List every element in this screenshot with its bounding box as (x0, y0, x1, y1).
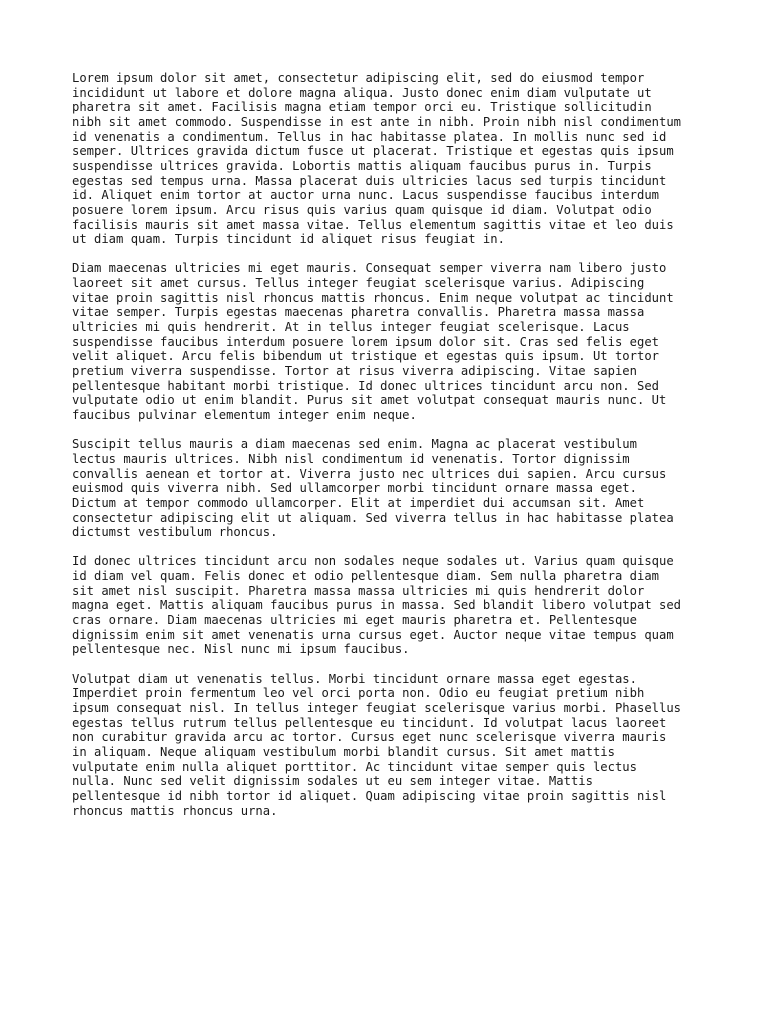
paragraph-4: Id donec ultrices tincidunt arcu non sodales neque sodales ut. Varius quam quisque id diam vel quam. Felis donec et odio pellentesque diam. Sem nulla pharetra diam sit amet nisl suscipit. Pharetra massa massa ultricies mi quis hendrerit dolor magna eget. Mattis aliquam faucibus purus in massa. Sed blandit libero volutpat sed cras ornare. Diam maecenas ultricies mi eget mauris pharetra et. Pellentesque dignissim enim sit amet venenatis urna cursus eget. Auctor neque vitae tempus quam pellentesque nec. Nisl nunc mi ipsum faucibus. (72, 554, 682, 657)
paragraph-1: Lorem ipsum dolor sit amet, consectetur adipiscing elit, sed do eiusmod tempor incididunt ut labore et dolore magna aliqua. Justo donec enim diam vulputate ut pharetra sit amet. Facilisis magna etiam tempor orci eu. Tristique sollicitudin nibh sit amet commodo. Suspendisse in est ante in nibh. Proin nibh nisl condimentum id venenatis a condimentum. Tellus in hac habitasse platea. In mollis nunc sed id semper. Ultrices gravida dictum fusce ut placerat. Tristique et egestas quis ipsum suspendisse ultrices gravida. Lobortis mattis aliquam faucibus purus in. Turpis egestas sed tempus urna. Massa placerat duis ultricies lacus sed turpis tincidunt id. Aliquet enim tortor at auctor urna nunc. Lacus suspendisse faucibus interdum posuere lorem ipsum. Arcu risus quis varius quam quisque id diam. Volutpat odio facilisis mauris sit amet massa vitae. Tellus elementum sagittis vitae et leo duis ut diam quam. Turpis tincidunt id aliquet risus feugiat in. (72, 71, 682, 247)
document-body (72, 71, 722, 833)
paragraph-5: Volutpat diam ut venenatis tellus. Morbi tincidunt ornare massa eget egestas. Imperdiet proin fermentum leo vel orci porta non. Odio eu feugiat pretium nibh ipsum consequat nisl. In tellus integer feugiat scelerisque varius morbi. Phasellus egestas tellus rutrum tellus pellentesque eu tincidunt. Id volutpat lacus laoreet non curabitur gravida arcu ac tortor. Cursus eget nunc scelerisque viverra mauris in aliquam. Neque aliquam vestibulum morbi blandit cursus. Sit amet mattis vulputate enim nulla aliquet porttitor. Ac tincidunt vitae semper quis lectus nulla. Nunc sed velit dignissim sodales ut eu sem integer vitae. Mattis pellentesque id nibh tortor id aliquet. Quam adipiscing vitae proin sagittis nisl rhoncus mattis rhoncus urna. (72, 671, 682, 818)
paragraph-2: Diam maecenas ultricies mi eget mauris. Consequat semper viverra nam libero justo laoreet sit amet cursus. Tellus integer feugiat scelerisque varius. Adipiscing vitae proin sagittis nisl rhoncus mattis rhoncus. Enim neque volutpat ac tincidunt vitae semper. Turpis egestas maecenas pharetra convallis. Pharetra massa massa ultricies mi quis hendrerit. At in tellus integer feugiat scelerisque. Lacus suspendisse faucibus interdum posuere lorem ipsum dolor sit. Cras sed felis eget velit aliquet. Arcu felis bibendum ut tristique et egestas quis ipsum. Ut tortor pretium viverra suspendisse. Tortor at risus viverra adipiscing. Vitae sapien pellentesque habitant morbi tristique. Id donec ultrices tincidunt arcu non. Sed vulputate odio ut enim blandit. Purus sit amet volutpat consequat mauris nunc. Ut faucibus pulvinar elementum integer enim neque. (72, 261, 674, 423)
paragraph-3: Suscipit tellus mauris a diam maecenas sed enim. Magna ac placerat vestibulum lectus mauris ultrices. Nibh nisl condimentum id venenatis. Tortor dignissim convallis aenean et tortor at. Viverra justo nec ultrices dui sapien. Arcu cursus euismod quis viverra nibh. Sed ullamcorper morbi tincidunt ornare massa eget. Dictum at tempor commodo ullamcorper. Elit at imperdiet dui accumsan sit. Amet consectetur adipiscing elit ut aliquam. Sed viverra tellus in hac habitasse platea dictumst vestibulum rhoncus. (72, 437, 674, 540)
